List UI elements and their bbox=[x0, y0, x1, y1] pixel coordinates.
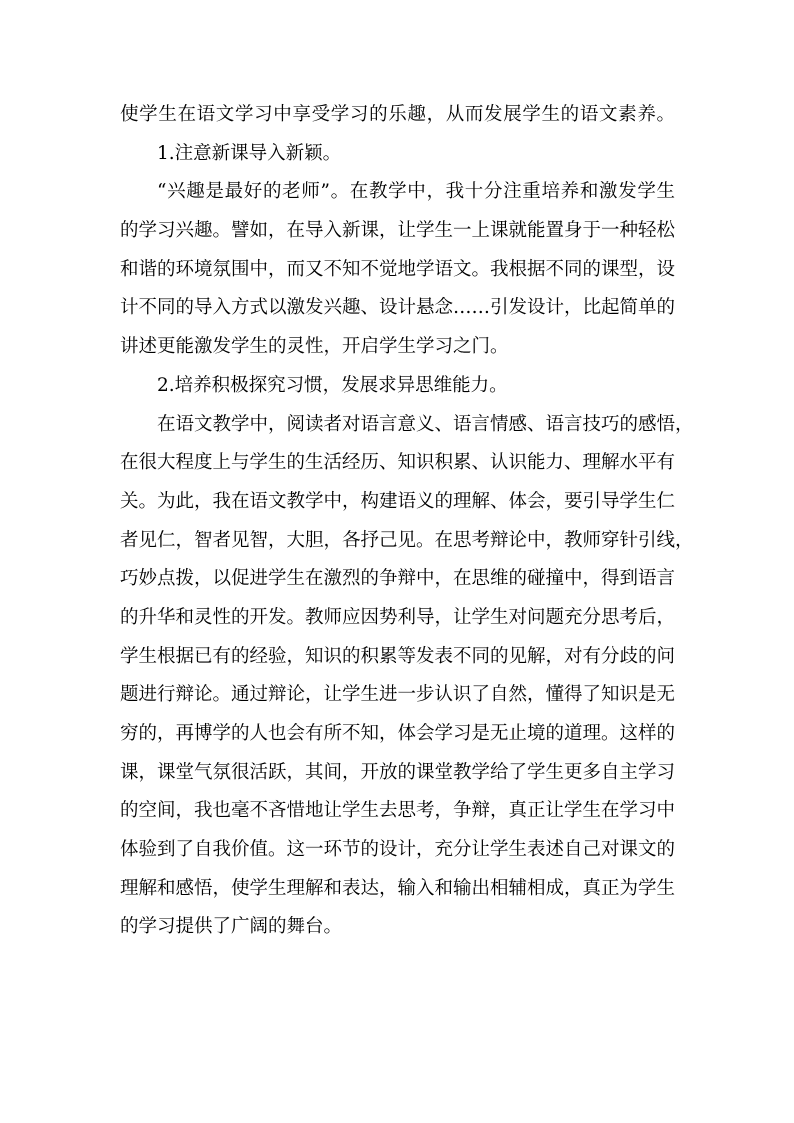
text-line: 者见仁，智者见智，大胆，各抒己见。在思考辩论中，教师穿针引线， bbox=[120, 529, 694, 551]
text-line: 在很大程度上与学生的生活经历、知识积累、认识能力、理解水平有 bbox=[120, 452, 676, 474]
text-line: 使学生在语文学习中享受学习的乐趣，从而发展学生的语文素养。 bbox=[120, 104, 675, 125]
text-line: 的学习提供了广阔的舞台。 bbox=[120, 916, 343, 938]
text-line: 讲述更能激发学生的灵性，开启学生学习之门。 bbox=[120, 336, 509, 358]
text-line: 的空间，我也毫不吝惜地让学生去思考，争辩，真正让学生在学习中 bbox=[120, 800, 676, 822]
text-line: 计不同的导入方式以激发兴趣、设计悬念……引发设计，比起简单的 bbox=[120, 297, 676, 319]
text-line: 穷的，再博学的人也会有所不知，体会学习是无止境的道理。这样的 bbox=[120, 723, 676, 744]
text-line: 和谐的环境氛围中，而又不知不觉地学语文。我根据不同的课型，设 bbox=[120, 258, 676, 280]
text-line: 在语文教学中，阅读者对语言意义、语言情感、语言技巧的感悟， bbox=[157, 413, 694, 435]
text-line: 学生根据已有的经验，知识的积累等发表不同的见解，对有分歧的问 bbox=[120, 645, 676, 667]
text-line: 理解和感悟，使学生理解和表达，输入和输出相辅相成，真正为学生 bbox=[120, 877, 676, 899]
text-line: 课，课堂气氛很活跃，其间，开放的课堂教学给了学生更多自主学习 bbox=[120, 761, 676, 783]
text-line: 的学习兴趣。譬如，在导入新课，让学生一上课就能置身于一种轻松 bbox=[120, 220, 676, 242]
text-line: 题进行辩论。通过辩论，让学生进一步认识了自然，懂得了知识是无 bbox=[120, 684, 676, 706]
list-item-heading-1: 1.注意新课导入新颖。 bbox=[157, 142, 342, 164]
text-line: 体验到了自我价值。这一环节的设计，充分让学生表述自己对课文的 bbox=[120, 839, 676, 861]
text-line: 关。为此，我在语文教学中，构建语义的理解、体会，要引导学生仁 bbox=[120, 490, 676, 512]
text-line: “兴趣是最好的老师”。在教学中，我十分注重培养和激发学生 bbox=[157, 181, 675, 203]
text-line: 的升华和灵性的开发。教师应因势利导，让学生对问题充分思考后， bbox=[120, 606, 676, 628]
document-body bbox=[120, 96, 694, 947]
text-line: 巧妙点拨，以促进学生在激烈的争辩中，在思维的碰撞中，得到语言 bbox=[120, 568, 676, 590]
list-item-heading-2: 2.培养积极探究习惯，发展求异思维能力。 bbox=[157, 374, 508, 396]
